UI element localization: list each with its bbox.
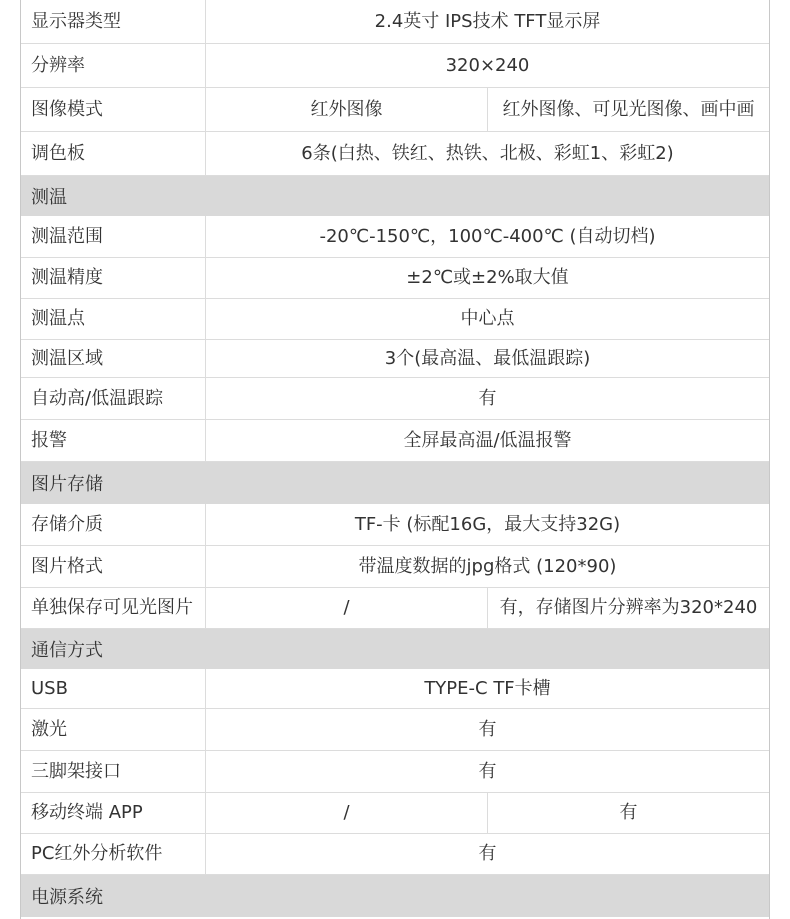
- section-header: 测温: [21, 176, 769, 216]
- row-value: 全屏最高温/低温报警: [403, 429, 572, 451]
- row-value-col2: 有，存储图片分辨率为320*240: [499, 597, 758, 618]
- row-label: 测温精度: [21, 258, 206, 298]
- table-row: [21, 669, 769, 709]
- table-row: [21, 258, 769, 299]
- row-label: 测温点: [21, 299, 206, 339]
- table-row: [21, 709, 769, 751]
- row-value: -20℃-150℃，100℃-400℃ (自动切档): [319, 225, 656, 247]
- row-value: 中心点: [460, 308, 515, 329]
- row-label: 移动终端 APP: [21, 793, 206, 833]
- table-row: [21, 546, 769, 588]
- table-row: [21, 793, 769, 834]
- table-row: [21, 588, 769, 629]
- row-value: 6条(白热、铁红、热铁、北极、彩虹1、彩虹2): [301, 142, 674, 164]
- row-label: 单独保存可见光图片: [21, 588, 206, 628]
- row-value: 3个(最高温、最低温跟踪): [384, 347, 591, 369]
- row-value: TYPE-C TF卡槽: [424, 677, 551, 699]
- row-value: 320×240: [445, 54, 530, 76]
- row-value-col1: 红外图像: [206, 88, 488, 131]
- table-row: [21, 132, 769, 176]
- section-header: 图片存储: [21, 462, 769, 504]
- table-row: [21, 834, 769, 875]
- row-value: TF-卡 (标配16G，最大支持32G): [354, 513, 621, 535]
- row-label: PC红外分析软件: [21, 834, 206, 874]
- table-row: [21, 340, 769, 378]
- row-label: 激光: [21, 709, 206, 750]
- row-label: 报警: [21, 420, 206, 461]
- row-value: 有: [478, 760, 497, 782]
- row-value-col1: /: [206, 588, 488, 628]
- table-row: [21, 504, 769, 546]
- row-label: 存储介质: [21, 504, 206, 545]
- table-row: [21, 44, 769, 88]
- row-label: 三脚架接口: [21, 751, 206, 792]
- table-row: [21, 420, 769, 462]
- row-label: 测温区域: [21, 340, 206, 377]
- row-value: 2.4英寸 IPS技术 TFT显示屏: [374, 10, 601, 32]
- row-value-col2: 有: [619, 802, 638, 823]
- section-header: 通信方式: [21, 629, 769, 669]
- row-value-col1: /: [206, 793, 488, 833]
- row-label: 测温范围: [21, 216, 206, 257]
- row-label: USB: [21, 669, 206, 708]
- table-row: [21, 216, 769, 258]
- section-header: 电源系统: [21, 875, 769, 917]
- row-label: 图像模式: [21, 88, 206, 131]
- table-row: [21, 299, 769, 340]
- row-value: 有: [478, 843, 497, 864]
- row-label: 自动高/低温跟踪: [21, 378, 206, 419]
- row-label: 调色板: [21, 132, 206, 175]
- table-row: [21, 88, 769, 132]
- table-row: [21, 0, 769, 44]
- row-value-col2: 红外图像、可见光图像、画中画: [502, 98, 755, 120]
- row-label: 分辨率: [21, 44, 206, 87]
- table-row: [21, 751, 769, 793]
- row-label: 图片格式: [21, 546, 206, 587]
- row-value: ±2℃或±2%取大值: [406, 267, 569, 288]
- row-value: 有: [478, 387, 497, 409]
- row-label: 显示器类型: [21, 0, 206, 43]
- table-row: [21, 378, 769, 420]
- row-value: 带温度数据的jpg格式 (120*90): [358, 555, 617, 577]
- spec-table: [20, 0, 770, 919]
- row-value: 有: [478, 718, 497, 740]
